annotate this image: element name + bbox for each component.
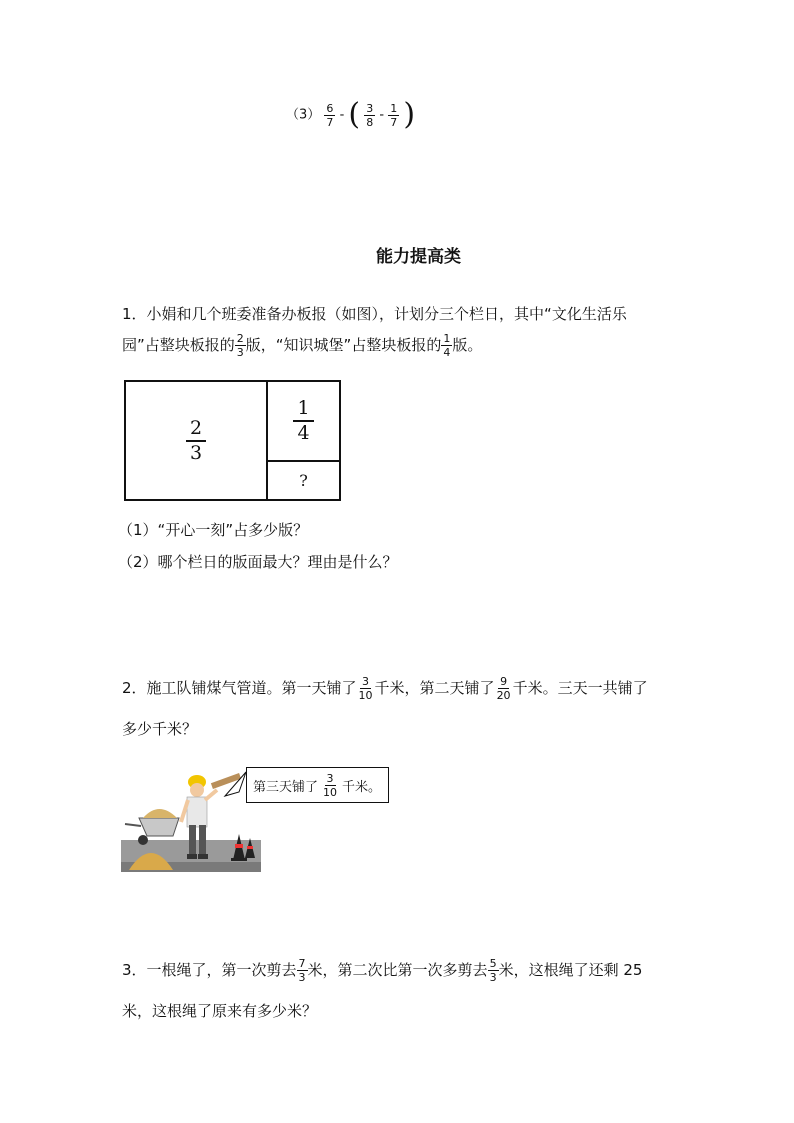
fraction-6-7: $\frac{6}{7}$	[326, 101, 334, 129]
q2-fraction-3-10: $\frac{3}{10}$	[358, 675, 373, 702]
board-fraction-1-4: $\frac{1}{4}$	[293, 399, 313, 443]
unknown-mark: ?	[299, 471, 308, 490]
expression-label: （3）	[286, 107, 321, 123]
construction-worker-illustration	[121, 770, 261, 872]
board-fraction-2-3: $\frac{2}{3}$	[186, 419, 206, 463]
q1-fraction-2-3: $\frac{2}{3}$	[236, 332, 244, 359]
speech-bubble	[246, 767, 389, 803]
left-paren: (	[348, 97, 361, 132]
q2-line1: 2．施工队铺煤气管道。第一天铺了 $\frac{3}{10}$ 千米，第二天铺了 $\frac{9}{20}$ 千米。三天一共铺了	[122, 675, 648, 702]
board-section-culture	[126, 382, 268, 499]
fraction-1-7: $\frac{1}{7}$	[390, 101, 398, 129]
q1-line1: 1．小娟和几个班委准备办板报（如图），计划分三个栏日，其中“文化生活乐	[122, 305, 627, 323]
bubble-fraction-3-10: $\frac{3}{10}$	[323, 771, 338, 799]
q3-fraction-7-3: $\frac{7}{3}$	[298, 957, 306, 984]
section-title: 能力提高类	[376, 247, 461, 267]
minus-sign-2: -	[379, 107, 385, 123]
board-section-unknown	[268, 462, 339, 499]
q1-fraction-1-4: $\frac{1}{4}$	[443, 332, 451, 359]
expression-3	[286, 97, 416, 132]
q1-line2: 园”占整块板报的 $\frac{2}{3}$ 版，“知识城堡”占整块板报的 $\frac{1}{4}$ 版。	[122, 332, 483, 359]
q1-sub2: （2）哪个栏日的版面最大？理由是什么？	[118, 553, 398, 571]
q2-line2: 多少千米？	[122, 720, 198, 738]
bubble-text-a: 第三天铺了	[253, 779, 319, 795]
blackboard-diagram	[124, 380, 341, 501]
board-section-knowledge	[268, 382, 339, 462]
minus-sign: -	[339, 107, 345, 123]
bubble-text-b: 千米。	[342, 779, 382, 795]
wheelbarrow-icon	[125, 809, 179, 845]
right-paren: )	[403, 97, 416, 132]
q3-line2: 米，这根绳了原来有多少米？	[122, 1002, 318, 1020]
q1-sub1: （1）“开心一刻”占多少版？	[118, 521, 309, 539]
q2-fraction-9-20: $\frac{9}{20}$	[496, 675, 511, 702]
q3-line1: 3．一根绳了，第一次剪去 $\frac{7}{3}$ 米，第二次比第一次多剪去 $\frac{5}{3}$ 米，这根绳了还剩 25	[122, 957, 643, 984]
fraction-3-8: $\frac{3}{8}$	[366, 101, 374, 129]
q3-fraction-5-3: $\frac{5}{3}$	[489, 957, 497, 984]
